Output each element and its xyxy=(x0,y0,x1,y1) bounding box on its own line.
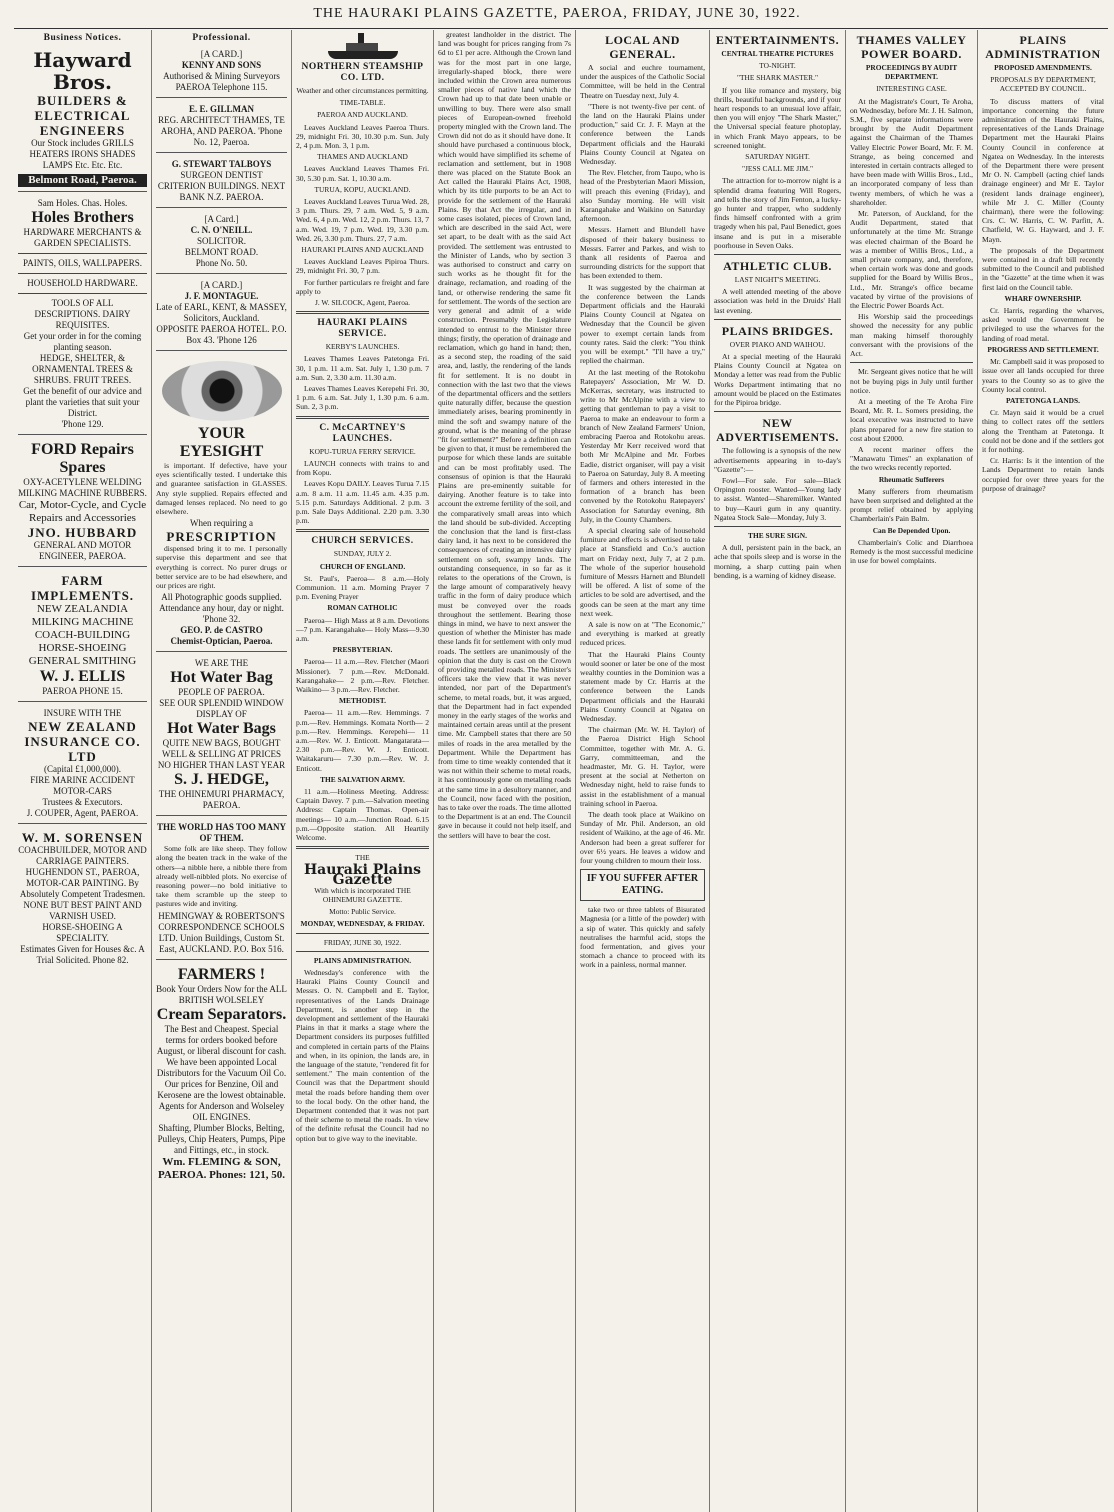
timetable-text: Leaves Thames Leaves Patetonga Fri. 30, 1 p.m. 11 a.m. Sat. July 1, 1.30 p.m. 7 a.m. Sun. 2, 3.30 a.m. 11.30 a.m. xyxy=(296,354,429,382)
news-paragraph: Fowl—For sale. For sale—Black Orpington rooster. Wanted—Young lady to assist. Wanted—Sharemilker. Wanted to buy—Kauri gum in any quantity. Ngatea Stock Sale—Monday, July 3. xyxy=(714,475,841,522)
timetable-text: LAUNCH connects with trains to and from Kopu. xyxy=(296,458,429,478)
ad-agent: J. COUPER, Agent, PAEROA. xyxy=(26,808,139,818)
ad-oneill xyxy=(156,211,287,274)
editorial-body: Wednesday's conference with the Hauraki Plains County Council and Messrs. O. N. Campbell and E. Taylor, representatives of the Lands Drainage Department, is another step in the development and settlement of the Hauraki Plains in that it marks a stage where the Department considers its purposes fulfilled and completed in certain parts of the Plains and when, in its opinion, the lands are, in the language of the statute, "rendered fit for settlement." The main contention of the Council was that the Department should metal the roads before handing them over to the local body. On the other hand, the Department contended that it was not part of their scheme to metal the roads. In view of the definite refusal the Council had no option but to give way to the inevitable. xyxy=(296,968,429,1143)
news-paragraph: Chamberlain's Colic and Diarrhoea Remedy is the most successful medicine in use for bowel complaints. xyxy=(850,537,973,566)
text-line: Motto: Public Service. xyxy=(329,907,396,917)
ad-line: When requiring a xyxy=(190,518,253,529)
news-paragraph: At a meeting of the Te Aroha Fire Board, Mr. R. L. Somers presiding, the local executive was instructed to have plans prepared for a new fire station to cost about £2000. xyxy=(850,396,973,443)
text-line: J. W. SILCOCK, Agent, Paeroa. xyxy=(314,298,411,308)
church-text: Paeroa— 11 a.m.—Rev. Fletcher (Maori Missioner). 7 p.m.—Rev. McDonald. Karangahake— 2 p.m.—Rev. Fletcher. Waikino— 3 p.m.—Rev. Fletcher. xyxy=(296,657,429,694)
ad-line: ENGINEERS xyxy=(39,123,126,138)
ad-line: COACHBUILDER, MOTOR AND CARRIAGE PAINTERS. HUGHENDON ST., PAEROA, xyxy=(18,845,147,877)
ad-line: The Best and Cheapest. Special terms for orders booked before August, or liberal discount for cash. xyxy=(156,1023,287,1056)
text-line: TO-NIGHT. xyxy=(759,61,796,71)
news-paragraph: It was suggested by the chairman at the conference between the Lands Department officials and the Hauraki Plains County Council at Ngatea on Wednesday that the Council be given power to exempt certain lands from county rates. Said the clerk: "You think you will be exempt." "I'll have a try," replied the chairman. xyxy=(580,282,705,366)
news-paragraph: Cr. Mayn said it would be a cruel thing to collect rates off the settlers along the Trentham at Patetonga. It could not be done and if the settlers got it for nothing. xyxy=(982,408,1104,454)
ad-line: Late of EARL, KENT, & MASSEY, Solicitors, Auckland. xyxy=(156,302,287,323)
ad-title: NEW ZEALAND INSURANCE CO. LTD xyxy=(24,719,141,764)
ad-title: E. E. GILLMAN xyxy=(188,104,254,114)
ad-owner: S. J. HEDGE, xyxy=(174,771,269,789)
ad-title: THE WORLD HAS TOO MANY OF THEM. xyxy=(156,822,287,844)
entertainments-title: ENTERTAINMENTS. xyxy=(715,33,840,47)
church-text: St. Paul's, Paeroa— 8 a.m.—Holy Communion. 11 a.m. Morning Prayer 7 p.m. Evening Prayer xyxy=(296,573,429,602)
ad-line: Our Stock includes GRILLS HEATERS IRONS SHADES LAMPS Etc. Etc. Etc. xyxy=(29,138,136,170)
ad-line: Get your order in for the coming planting season. xyxy=(23,331,142,352)
ad-body: take two or three tablets of Bisurated Magnesia (or a little of the powder) with a sip of water. This quickly and safely neutralises the harmful acid, stops the food fermentation, and gives your stomach a chance to proceed with its work in a painless, normal manner. xyxy=(580,905,705,970)
divider xyxy=(296,416,429,419)
text-line: THE SURE SIGN. xyxy=(748,530,807,540)
news-paragraph: To discuss matters of vital importance concerning the future administration of the Hauraki Plains, representatives of the Lands Drainage Department met the Hauraki Plains County Council in conference at Ngatea on Wednesday. In the interests of the Department there were present Mr O. N. Campbell (acting chief lands drainage engineer) and Mr E. Taylor (resident lands drainage engineer), while Mr J. C. Miller (County chairman), there were the following: Crs. C. W. Harris, C. W. Parfitt, A. Chatfield, W. G. Hayward, and J. F. Mayn. xyxy=(982,96,1104,244)
timetable-text: Leaves Auckland Leaves Turua Wed. 28, 3 p.m. Thurs. 29, 7 a.m. Wed. 5, 9 a.m. Wed. 6, 4 p.m. Wed. 12, 2 p.m. Thurs. 13, 7 a.m. Wed. 19, 7 p.m. Wed. 19, 3.30 p.m. Wed. 26, 3.30 p.m. Thurs. 27, 7 a.m. xyxy=(296,197,429,243)
news-paragraph: A well attended meeting of the above association was held in the Druids' Hall last evening. xyxy=(714,287,841,315)
ad-hot-water-bags xyxy=(156,655,287,816)
ad-line: SURGEON DENTIST xyxy=(180,170,263,180)
news-paragraph: A sale is now on at "The Economic," and everything is marked at greatly reduced prices. xyxy=(580,619,705,648)
power-board-title: THAMES VALLEY POWER BOARD. xyxy=(856,33,967,61)
text-line: PROGRESS AND SETTLEMENT. xyxy=(987,344,1099,354)
editorial-continued-body: greatest landholder in the district. The land was bought for prices ranging from 7s 6d to £1 per acre. Although the Crown land was for the most part in one large, irregularly-shaped block, there were included within the Crown area numerous smaller pieces of native land which the Crown had up to that date been unable or unwilling to buy. There were also small pieces of European-owned freehold property mingled with the Crown land. The Crown did not do as it should have done. It should have purchased a continuous block, which would have simplified its scheme of reclamation and settlement, but in 1908 there was placed on the Statute Book an Act called the Hauraki Plains Act, 1908, which by its title purports to be an Act to provide for the settlement of the Hauraki Plains. By that Act the irregular, and in some cases isolated, pieces of Crown land, which are described in the said Act, were set apart, to be dealt with as the said Act provided. The settlement was entrusted to the Minister of Lands, who by section 3 was authorised to construct and carry on such works as he thought fit for the drainage, reclamation, and roading of the land, or otherwise rendering the same fit for settlement. The words of the section are very general and admit of a wide construction. Presumably the Legislature intended to entrust to the Minister three things; firstly, the operation of drainage and reclamation, which go hand in hand; then, as a second step, the roading of the said area, and, lastly, the rendering of the lands fit for settlement. It is no doubt in connection with the last two that the views of the departmental officers and the settlers quite naturally differ, because the question immediately arises, bearing prominently in mind the soft and swampy nature of the ground, what is the meaning of the phrase "fit for settlement?" Before a definition can be given to that, it must be remembered the purpose for which these lands are suitable and can be most profitably used. The consensus of opinion is that the Hauraki Plains are pre-eminently suitable for dairying. Another feature is to take into account the extreme fertility of the soil, and the comparatively small areas into which the land should be sub-divided. Accepting the conclusion that the land is first-class dairy land, it has next to be considered the consequences of creating an intensive dairy settlement on soft, swampy lands. The outstanding consequence, in so far as it relates to the operations of the Crown, is the large amount of comparatively heavy traffic in the form of dairy produce which must be conveyed over the roads throughout the settlement. Bearing those things in mind, we have to next answer the question of whether the Minister has made these lands fit for settlement with only mud roads. The settlers are unanimously of the opinion that the duty is cast on the Crown of providing metalled roads. The Minister's officers take the view that it was never intended, nor part of the Department's scheme, to metal roads, but, it was argued, that the Department had in fact expended money in the early stages of the works and maintained certain areas until at the present time. Mr. Campbell states that there are 50 miles of roads in the area metalled by the Department. While the Department has from time to time weakly contended that it was not within their scheme to metal roads, it has continuously gone on metalling roads at the same time in a desultory manner, and the Council, now faced with the position, has to take over the roads. The time allotted to the Department is at an end. The Council gave in because it could not help itself, and the settlers will have to bear the cost. xyxy=(438,30,571,840)
ad-title: G. STEWART TALBOYS xyxy=(171,159,272,169)
text-line: PAEROA AND AUCKLAND. xyxy=(317,110,408,120)
column-timetables xyxy=(292,30,434,1512)
editorial-heading: PLAINS ADMINISTRATION. xyxy=(313,955,412,965)
ad-line: Sam Holes. Chas. Holes. xyxy=(37,198,128,208)
text-line: KERBY'S LAUNCHES. xyxy=(325,342,400,352)
news-paragraph: A special clearing sale of household furniture and effects is advertised to take place at Stansfield and Co.'s auction mart on Friday next, July 7, at 2 p.m. The whole of the superior household furniture of Messrs Harnett and Blundell will be offered. A list of some of the articles to be sold are advertised, and the goods can be seen at the mart any time next week. xyxy=(580,525,705,618)
ad-line: COACH-BUILDING HORSE-SHOEING GENERAL SMITHING xyxy=(28,629,137,667)
text-line: METHODIST. xyxy=(339,696,386,706)
ad-line: BUILDERS & xyxy=(37,93,128,108)
film-title: "THE SHARK MASTER." xyxy=(737,73,818,83)
text-line: CENTRAL THEATRE PICTURES xyxy=(721,49,834,58)
ad-talboys xyxy=(156,156,287,208)
ad-line: Car, Motor-Cycle, and Cycle Repairs and Accessories xyxy=(18,499,147,524)
divider xyxy=(850,362,973,363)
news-paragraph: His Worship said the proceedings showed the necessity for any public man making himself thoroughly conversant with the provisions of the Act. xyxy=(850,312,973,359)
column-plains-administration xyxy=(978,30,1108,1512)
text-line: HAURAKI PLAINS AND AUCKLAND xyxy=(301,245,424,255)
news-paragraph: The following is a synopsis of the new advertisements appearing in to-day's "Gazette":— xyxy=(714,446,841,474)
news-paragraph: A recent mariner offers the "Manawatu Times" an explanation of the two wrecks recently reported. xyxy=(850,444,973,473)
eye-illustration-icon xyxy=(162,361,282,421)
news-paragraph: Mr. Paterson, of Auckland, for the Audit Department, stated that unfortunately at the time Mr. Strange was elected chairman of the Board he was a member of Willis Bros., Ltd., a small private company, and, therefore, when certain work was done and goods supplied for the Board by Willis Bros., Ltd., Mr. Strange's office became vacated by virtue of the provisions of the Electric Power Boards Act. xyxy=(850,209,973,311)
news-paragraph: The Rev. Fletcher, from Taupo, who is head of the Presbyterian Maori Mission, will preach this evening (Friday), and also Sunday morning. He will visit Karangahake and Waikino on Saturday afternoon. xyxy=(580,168,705,224)
ad-line: SOLICITOR. xyxy=(196,236,247,246)
ad-line: Our prices for Benzine, Oil and Kerosene are the lowest obtainable. xyxy=(157,1078,286,1100)
ad-suffer-after-eating: IF YOU SUFFER AFTER EATING. xyxy=(580,869,705,901)
ad-body: dispensed bring it to me. I personally supervise this department and see that everything is correct. No purer drugs or better service are to be had elsewhere, and our prices are right. xyxy=(156,544,287,591)
news-paragraph: The death took place at Waikino on Sunday of Mr. Phil. Anderson, an old resident of Waikino, at the age of 46. Mr. Anderson had been a great sufferer for over 6½ years. He leaves a widow and four young children to mourn their loss. xyxy=(580,810,705,866)
ad-title: W. M. SORENSEN xyxy=(21,830,144,845)
ad-line: HORSE-SHOEING A SPECIALITY. xyxy=(42,922,123,943)
timetable-text: Leaves Thames Leaves Kerepehi Fri. 30, 1 p.m. 6 a.m. Sat. July 1, 1.30 p.m. 6 a.m. Sun. 2, 3 p.m. xyxy=(296,384,429,412)
timetable-text: Leaves Auckland Leaves Paeroa Thurs. 29, midnight Fri. 30, 10.30 p.m. Sun. July 2, 4 p.m. Mon. 3, 1 p.m. xyxy=(296,122,429,151)
news-paragraph: A social and euchre tournament, under the auspices of the Catholic Social Committee, will be held in the Central Theatre on Tuesday next, July 4. xyxy=(580,63,705,100)
news-paragraph: "There is not twenty-five per cent. of the land on the Hauraki Plains under production," said Cr. J. F. Mayn at the conference between the Lands Department officials and the Hauraki Plains County Council at Ngatea on Wednesday. xyxy=(580,101,705,167)
divider xyxy=(296,311,429,314)
ad-line: QUITE NEW BAGS, BOUGHT WELL & SELLING AT PRICES NO HIGHER THAN LAST YEAR xyxy=(157,738,286,771)
ad-line: We have been appointed Local Distributors for the Vacuum Oil Co. xyxy=(156,1056,287,1078)
news-paragraph: If you like romance and mystery, big thrills, beautiful backgrounds, and if your heart responds to an unusual love affair, then you will enjoy "The Shark Master," the Universal special feature photoplay, in which Frank Mayo appears, to be screened tonight. xyxy=(714,85,841,150)
ad-ford-repairs xyxy=(18,438,147,567)
news-paragraph: At the last meeting of the Rotokohu Ratepayers' Association, Mr W. D. McKerras, secretary, was instructed to write to Mr McAlpine with a view to getting that gentleman to pay a visit to Paeroa to make an endeavour to form a branch of New Zealand Farmers' Union, embracing Paeroa and Rotokohu areas. Yesterday Mr Kerr received word that both Mr McAlpine and Mr. Forbes Eadie, district organiser, will pay a visit to Paeroa on Saturday, July 8. A meeting of farmers and others interested in the formation of a branch has been convened by the Rotokohu Ratepayers' Association for Saturday evening, 8th July, in the County Chambers. xyxy=(580,367,705,524)
news-paragraph: Cr. Harris, regarding the wharves, asked would the Government be privileged to use the wharves for the landing of road metal. xyxy=(982,306,1104,343)
text-line: PROPOSED AMENDMENTS. xyxy=(994,63,1092,72)
ad-body: is important. If defective, have your eyes scientifically tested. I undertake this and guarantee satisfaction in GLASSES. Any style supplied. Repairs effected and damaged lenses replaced. No need to go elsewhere. xyxy=(156,461,287,517)
ad-hayward-bros xyxy=(18,46,147,192)
church-services-title: CHURCH SERVICES. xyxy=(311,536,414,547)
ad-line: GENERAL AND MOTOR ENGINEER, PAEROA. xyxy=(33,540,132,561)
ad-farmers-separators xyxy=(156,963,287,1186)
news-paragraph: The attraction for to-morrow night is a splendid drama featuring Will Rogers, and tells the story of Jim Fenton, a lucky-go hunter and trapper, who suddenly finds himself confronted with a grim tragedy when his pal, Paul Benedict, goes insane and is put in a miserable poorhouse in Seven Oaks. xyxy=(714,176,841,250)
ad-title: FARMERS ! xyxy=(177,965,266,983)
ad-line: (Capital £1,000,000). xyxy=(44,764,121,774)
ad-sorensen xyxy=(18,827,147,970)
divider xyxy=(296,951,429,952)
timetable-text: Leaves Auckland Leaves Thames Fri. 30, 5.30 p.m. Sat. 1, 10.30 a.m. xyxy=(296,164,429,183)
news-paragraph: The proposals of the Department were contained in a draft bill recently submitted to the Council and published in the "Gazette" at the time when it was first laid on the Council table. xyxy=(982,245,1104,292)
divider xyxy=(714,526,841,527)
steamship-icon xyxy=(328,33,398,59)
text-line: THE xyxy=(355,853,370,863)
divider xyxy=(18,273,147,274)
column-local-general xyxy=(576,30,710,1512)
divider xyxy=(296,846,429,849)
text-line: Can Be Depended Upon. xyxy=(872,525,951,535)
text-line: Weather and other circumstances permitting. xyxy=(296,86,429,95)
ad-line: Shafting, Plumber Blocks, Belting, Pulleys, Chip Heaters, Pumps, Pipe and Fittings, etc., in stock. xyxy=(157,1122,286,1155)
gazette-nameplate: Hauraki Plains Gazette xyxy=(303,862,422,888)
ad-line: MILKING MACHINE RUBBERS. xyxy=(18,488,147,498)
text-line: SUNDAY, JULY 2. xyxy=(333,549,392,559)
ad-line: PAEROA PHONE 15. xyxy=(42,686,123,696)
ad-body: Some folk are like sheep. They follow along the beaten track in the wake of the others—a nibble here, a nibble there from already well-nibbled plots. No exercise of reasoning power—no bold initiative to take them scramble up the steep to pastures wide and inviting. xyxy=(156,844,287,909)
column-editorial-continued xyxy=(434,30,576,1512)
divider xyxy=(18,253,147,254)
ad-line: OPPOSITE PAEROA HOTEL. P.O. Box 43. 'Phone 126 xyxy=(156,324,287,345)
section-header: Professional. xyxy=(192,33,251,43)
ad-line: [A Card.] xyxy=(204,214,239,224)
plains-bridges-title: PLAINS BRIDGES. xyxy=(721,323,834,338)
hauraki-service-title: HAURAKI PLAINS SERVICE. xyxy=(317,318,408,340)
editorial-date: FRIDAY, JUNE 30, 1922. xyxy=(323,937,402,947)
timetable-text: For further particulars re freight and fare apply to xyxy=(296,277,429,296)
text-line: SATURDAY NIGHT. xyxy=(745,152,810,162)
ad-title: FORD Repairs Spares xyxy=(31,441,134,476)
ad-line: Phone No. 50. xyxy=(195,258,248,268)
film-title: "JESS CALL ME JIM." xyxy=(741,164,814,174)
ad-line: All Photographic goods supplied. xyxy=(161,592,282,603)
ad-title: FARM IMPLEMENTS. xyxy=(30,573,135,603)
newspaper-page xyxy=(14,30,1108,1512)
local-general-title: LOCAL AND GENERAL. xyxy=(605,33,680,61)
ad-line: Attendance any hour, day or night. 'Phone 32. xyxy=(159,603,284,625)
text-line: MONDAY, WEDNESDAY, & FRIDAY. xyxy=(300,919,425,929)
news-paragraph: At the Magistrate's Court, Te Aroha, on Wednesday, before Mr. J. H. Salmon, S.M., five separate informations were brought by the Audit Department against the Chairman of the Thames Valley Electric Power Board, Mr. F. M. Strange, as being concerned and interested in certain contracts alleged to have been made with Willis Bros., Ltd., an incorporated company of less than twenty members, of which he was a shareholder. xyxy=(850,96,973,207)
ad-line: FIRE MARINE ACCIDENT MOTOR-CARS xyxy=(30,775,135,796)
section-header: Business Notices. xyxy=(43,33,122,43)
new-advertisements-title: NEW ADVERTISEMENTS. xyxy=(716,416,839,445)
ad-hemingway xyxy=(156,819,287,959)
timetable-text: Leaves Auckland Leaves Pipiroa Thurs. 29, midnight Fri. 30, 7 p.m. xyxy=(296,257,429,276)
ad-line: Book Your Orders Now for the ALL BRITISH WOLSELEY xyxy=(156,983,287,1005)
ad-farm-implements xyxy=(18,570,147,702)
ad-line: PEOPLE OF PAEROA. xyxy=(178,687,265,698)
news-paragraph: Cr. Harris: Is it the intention of the Lands Department to retain lands occupied for over three years for the purpose of drainage? xyxy=(982,456,1104,493)
column-power-board xyxy=(846,30,978,1512)
divider xyxy=(714,319,841,320)
ad-line: MOTOR-CAR PAINTING. By Absolutely Competent Tradesmen. xyxy=(19,878,146,899)
news-paragraph: Many sufferers from rheumatism have been surprised and delighted at the prompt relief obtained by applying Chamberlain's Pain Balm. xyxy=(850,486,973,524)
news-paragraph: A dull, persistent pain in the back, an ache that spoils sleep and is worse in the morning, a sharp cutting pain when bending, is a warning of kidney disease. xyxy=(714,543,841,580)
ad-eyesight xyxy=(156,354,287,652)
news-paragraph: Mr. Campbell said it was proposed to issue over all lands occupied for three years to the County so as to give the County local control. xyxy=(982,357,1104,394)
mccartney-title: C. McCARTNEY'S LAUNCHES. xyxy=(319,422,406,444)
news-paragraph: That the Hauraki Plains County would sooner or later be one of the most wealthy counties in the Dominion was a statement made by Cr. Harris at the conference between the Lands Department officials and the Hauraki Plains County Council at Ngatea on Wednesday. xyxy=(580,649,705,724)
ad-line: TOOLS OF ALL DESCRIPTIONS. DAIRY REQUISITES. xyxy=(34,298,131,330)
text-line: OVER PIAKO AND WAIHOU. xyxy=(729,339,826,349)
text-line: PRESBYTERIAN. xyxy=(332,645,393,655)
ad-title: J. F. MONTAGUE. xyxy=(184,291,259,301)
ad-line: THE OHINEMURI PHARMACY, PAEROA. xyxy=(158,789,285,811)
ad-line: Cream Separators. xyxy=(156,1005,287,1023)
ad-line: OXY-ACETYLENE WELDING xyxy=(23,477,142,487)
ad-nz-insurance xyxy=(18,705,147,824)
church-text: Paeroa— 11 a.m.—Rev. Hemmings. 7 p.m.—Rev. Hemmings. Komata North— 2 p.m.—Rev. Hemmings. Kerepehi— 11 a.m.—Rev. W. J. Enticott. Mangatarata— 2.30 p.m.—Rev. W. J. Enticott. Waitakaruru— 7.30 p.m.—Rev. W. J. Enticott. xyxy=(296,708,429,773)
text-line: ROMAN CATHOLIC xyxy=(327,603,398,613)
ad-line: WE ARE THE xyxy=(194,658,249,669)
steamship-title: NORTHERN STEAMSHIP CO. LTD. xyxy=(301,62,424,83)
masthead-rule xyxy=(14,28,1108,29)
ad-owner: JNO. HUBBARD xyxy=(27,525,138,540)
ad-line: Trustees & Executors. xyxy=(42,797,123,807)
text-line: With which is incorporated THE OHINEMURI GAZETTE. xyxy=(314,885,411,905)
column-business-notices xyxy=(14,30,152,1512)
divider xyxy=(714,254,841,255)
church-text: 11 a.m.—Holiness Meeting. Address: Captain Davey. 7 p.m.—Salvation meeting Address: Captain Thomas. Open-air meetings— 10 a.m.—Junction Road. 6.15 p.m.—Opposite station. All Heartily Welcome. xyxy=(296,786,429,842)
ad-line: [A CARD.] xyxy=(200,49,243,59)
plains-administration-title: PLAINS ADMINISTRATION xyxy=(985,33,1101,61)
column-professional xyxy=(152,30,292,1512)
text-line: TURUA, KOPU, AUCKLAND. xyxy=(314,184,411,194)
ad-line: ELECTRICAL xyxy=(34,108,131,123)
timetable-text: Leaves Kopu DAILY. Leaves Turua 7.15 a.m. 8 a.m. 11 a.m. 11.45 a.m. 4.35 p.m. 5.15 p.m. Saturdays Additional. 2 p.m. 3 p.m. Sale Days Additional. 2.20 p.m. 3.30 p.m. xyxy=(296,479,429,526)
athletic-club-title: ATHLETIC CLUB. xyxy=(723,259,832,274)
divider xyxy=(296,933,429,934)
ad-title: Holes Brothers xyxy=(31,209,134,226)
ad-line: PAINTS, OILS, WALLPAPERS. xyxy=(23,258,142,268)
ad-line: BELMONT ROAD. xyxy=(184,247,259,257)
ad-title: Hot Water Bag xyxy=(170,669,273,687)
ad-line: Hot Water Bags xyxy=(167,720,276,738)
ad-title: C. N. O'NEILL. xyxy=(190,225,253,235)
ad-holes-brothers xyxy=(18,195,147,435)
ad-owner: Wm. FLEMING & SON, PAEROA. Phones: 121, 50. xyxy=(158,1155,285,1181)
ad-title: YOUR EYESIGHT xyxy=(179,425,264,460)
text-line: KOPU-TURUA FERRY SERVICE. xyxy=(309,446,416,456)
news-paragraph: Messrs. Harnett and Blundell have disposed of their bakery business to Messrs. Farrer and Parkes, and wish to thank all residents of Paeroa and surrounding districts for the support that has been extended to them. xyxy=(580,225,705,281)
ad-line: Estimates Given for Houses &c. A Trial Solicited. Phone 82. xyxy=(20,944,145,965)
text-line: TIME-TABLE. xyxy=(339,98,386,108)
text-line: PROCEEDINGS BY AUDIT DEPARTMENT. xyxy=(865,63,958,82)
ad-title: KENNY AND SONS xyxy=(181,60,262,70)
text-line: PROPOSALS BY DEPARTMENT, ACCEPTED BY COUNCIL. xyxy=(990,75,1096,94)
divider xyxy=(296,529,429,532)
text-line: THE SALVATION ARMY. xyxy=(320,774,405,784)
ad-line: HEMINGWAY & ROBERTSON'S CORRESPONDENCE SCHOOLS LTD. Union Buildings, Custom St. East, AUCKLAND. P.O. Box 516. xyxy=(158,910,285,954)
ad-line: Chemist-Optician, Paeroa. xyxy=(170,636,273,647)
divider xyxy=(714,411,841,412)
ad-line: Agents for Anderson and Wolseley OIL ENGINES. xyxy=(158,1100,285,1122)
ad-line: Authorised & Mining Surveyors PAEROA Telephone 115. xyxy=(163,71,280,92)
text-line: LAST NIGHT'S MEETING. xyxy=(734,275,821,285)
text-line: PATETONGA LANDS. xyxy=(1006,395,1080,405)
ad-line: HARDWARE MERCHANTS & GARDEN SPECIALISTS. xyxy=(23,227,142,248)
text-line: Rheumatic Sufferers xyxy=(878,474,945,484)
ad-line: CRITERION BUILDINGS. NEXT BANK N.Z. PAEROA. xyxy=(157,181,286,202)
text-line: INTERESTING CASE. xyxy=(876,84,947,94)
ad-line: REG. ARCHITECT THAMES, TE AROHA, AND PAEROA. 'Phone No. 12, Paeroa. xyxy=(158,115,285,147)
news-paragraph: At a special meeting of the Hauraki Plains County Council at Ngatea on Monday a letter was read from the Public Works Department intimating that no amount would be placed on the Estimates for the Pipiroa bridge. xyxy=(714,352,841,408)
column-entertainments xyxy=(710,30,846,1512)
ad-owner: W. J. ELLIS xyxy=(39,668,126,685)
ad-title: Hayward Bros. xyxy=(33,48,132,94)
masthead: THE HAURAKI PLAINS GAZETTE, PAEROA, FRIDAY, JUNE 30, 1922. xyxy=(313,6,801,21)
news-paragraph: The chairman (Mr. W. H. Taylor) of the Paeroa District High School Committee, together with Mr. A. G. Garry, committeeman, and the headmaster, Mr. G. H. Taylor, were present at the social at Netherton on Wednesday night, held to raise funds to assist in the establishment of a manual training school in Paeroa. xyxy=(580,725,705,808)
ad-line: HOUSEHOLD HARDWARE. xyxy=(27,278,138,288)
ad-line: Get the benefit of our advice and plant the varieties that suit your District. xyxy=(23,386,142,418)
ad-owner: GEO. P. de CASTRO xyxy=(180,625,263,636)
text-line: WHARF OWNERSHIP. xyxy=(1004,293,1082,303)
ad-line: PRESCRIPTION xyxy=(166,529,277,545)
ad-line: NEW ZEALANDIA MILKING MACHINE xyxy=(31,603,134,628)
ad-kenny-sons xyxy=(156,46,287,98)
ad-line: NONE BUT BEST PAINT AND VARNISH USED. xyxy=(23,900,142,921)
ad-montague xyxy=(156,277,287,351)
ad-gillman xyxy=(156,101,287,153)
ad-phone: 'Phone 129. xyxy=(61,419,104,429)
text-line: CHURCH OF ENGLAND. xyxy=(319,561,406,571)
church-text: Paeroa— High Mass at 8 a.m. Devotions—7 p.m. Karangahake— Holy Mass—9.30 a.m. xyxy=(296,615,429,643)
text-line: THAMES AND AUCKLAND xyxy=(317,152,408,162)
news-paragraph: Mr. Sergeant gives notice that he will not be buying pigs in July until further notice. xyxy=(850,367,973,395)
ad-line: SEE OUR SPLENDID WINDOW DISPLAY OF xyxy=(159,698,284,720)
ad-line: HEDGE, SHELTER, & ORNAMENTAL TREES & SHRUBS. FRUIT TREES. xyxy=(32,353,133,385)
ad-line: INSURE WITH THE xyxy=(43,708,122,718)
ad-address: Belmont Road, Paeroa. xyxy=(18,174,147,187)
divider xyxy=(18,293,147,294)
ad-line: [A CARD.] xyxy=(200,280,243,290)
